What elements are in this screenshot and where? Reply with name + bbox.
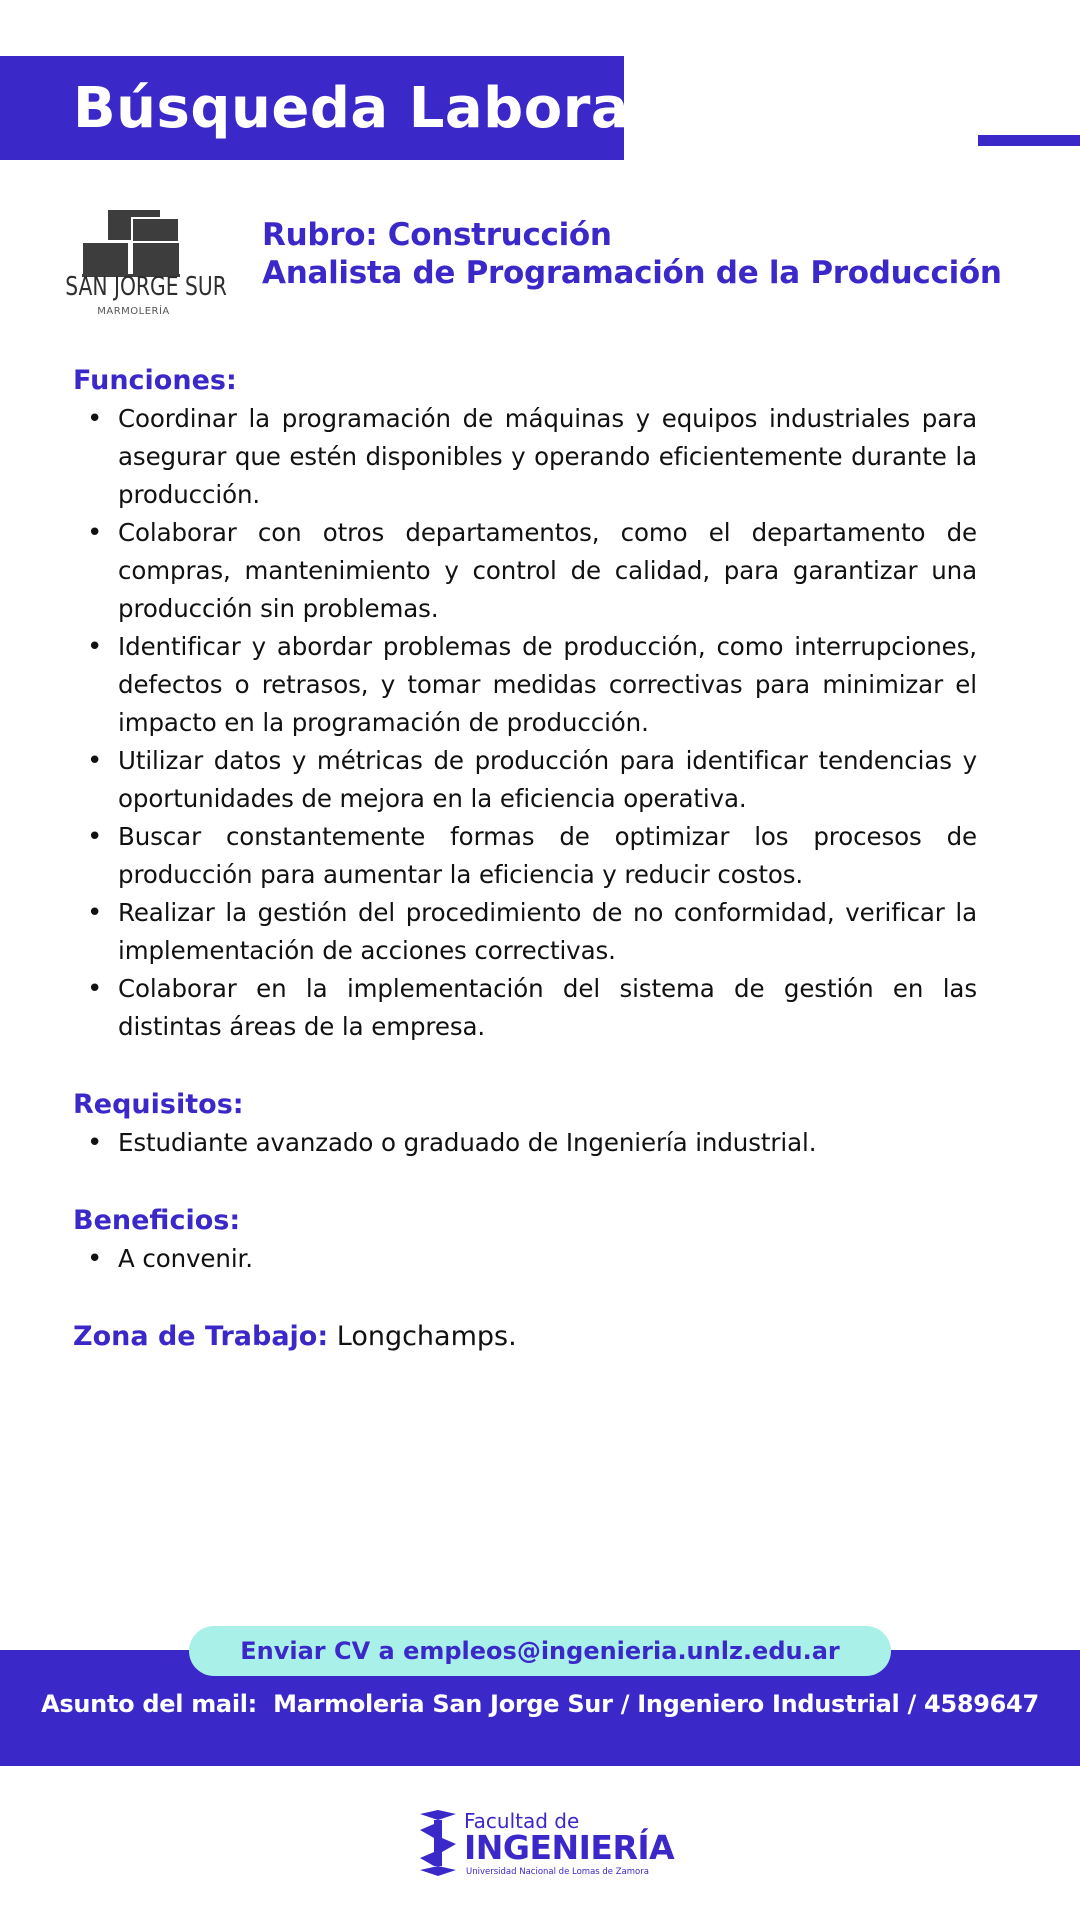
list-item: • Colaborar en la implementación del sistema de gestión en las distintas áreas de la empresa. [73,970,977,1046]
list-item: • Colaborar con otros departamentos, como el departamento de compras, mantenimiento y control de calidad, para garantizar una producción sin problemas. [73,514,977,628]
list-item: • A convenir. [73,1240,977,1278]
faculty-logo [416,1808,675,1878]
zona-label: Zona de Trabajo: [73,1321,329,1352]
list-item: • Coordinar la programación de máquinas y equipos industriales para asegurar que estén disponibles y operando eficientemente durante la producción. [73,400,977,514]
requisitos-list [73,1124,977,1162]
list-item: • Utilizar datos y métricas de producción para identificar tendencias y oportunidades de mejora en la eficiencia operativa. [73,742,977,818]
zona-trabajo [73,1318,977,1356]
mail-subject [0,1686,1080,1722]
list-item: • Estudiante avanzado o graduado de Ingeniería industrial. [73,1124,977,1162]
funciones-title: Funciones: [73,365,237,396]
stacked-blocks-logo-icon [46,208,221,278]
job-heading [262,216,1062,292]
page-title: Búsqueda Laboral [73,75,649,141]
faculty-small-text: Facultad de [464,1809,580,1833]
send-cv-banner[interactable]: Enviar CV a empleos@ingenieria.unlz.edu.ar [189,1626,891,1676]
requisitos-title: Requisitos: [73,1089,244,1120]
funciones-list [73,400,977,1046]
beneficios-title: Beneficios: [73,1205,241,1236]
header-band [0,56,649,160]
list-item: • Identificar y abordar problemas de producción, como interrupciones, defectos o retrasos, y tomar medidas correctivas para minimizar el impacto en la programación de producción. [73,628,977,742]
list-item: • Buscar constantemente formas de optimizar los procesos de producción para aumentar la eficiencia y reducir costos. [73,818,977,894]
list-item: • Realizar la gestión del procedimiento de no conformidad, verificar la implementación de acciones correctivas. [73,894,977,970]
rubro-label: Rubro: Construcción [262,217,612,253]
header-accent-line [978,135,1080,146]
mail-subject-label: Asunto del mail: [41,1690,257,1718]
zona-value: Longchamps. [336,1321,517,1352]
company-name: SAN JORGE SUR [65,272,227,302]
company-subtitle: MARMOLERÍA [97,306,170,317]
position-title: Analista de Programación de la Producción [262,255,1002,291]
faculty-name: INGENIERÍA [464,1828,675,1867]
mail-subject-value: Marmoleria San Jorge Sur / Ingeniero Industrial / 4589647 [273,1690,1039,1718]
ingenieria-faculty-logo-icon [416,1810,460,1876]
university-name: Universidad Nacional de Lomas de Zamora [466,1867,649,1877]
company-logo [46,208,227,320]
job-content [73,362,977,1356]
beneficios-list [73,1240,977,1278]
